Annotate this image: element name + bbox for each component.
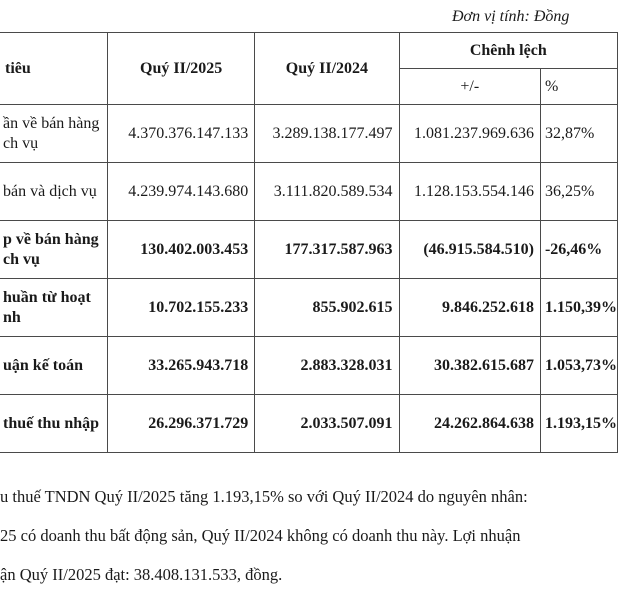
- row-label: huần từ hoạt nh: [0, 279, 108, 337]
- cell-pct: 1.053,73%: [540, 337, 617, 395]
- cell-q2-2024: 177.317.587.963: [255, 221, 399, 279]
- cell-diff: 30.382.615.687: [399, 337, 540, 395]
- header-q2-2025: Quý II/2025: [108, 33, 255, 105]
- cell-diff: 9.846.252.618: [399, 279, 540, 337]
- table-row: [0, 279, 618, 337]
- cell-diff: (46.915.584.510): [399, 221, 540, 279]
- cell-q2-2024: 2.883.328.031: [255, 337, 399, 395]
- row-label: thuế thu nhập: [0, 395, 108, 453]
- row-label: p về bán hàng ch vụ: [0, 221, 108, 279]
- cell-q2-2025: 26.296.371.729: [108, 395, 255, 453]
- paragraph-line-3: ận Quý II/2025 đạt: 38.408.131.533, đồng.: [0, 565, 283, 584]
- table-row: [0, 337, 618, 395]
- header-diff-pct: %: [540, 69, 617, 105]
- header-indicator: tiêu: [0, 33, 108, 105]
- cell-q2-2025: 4.370.376.147.133: [108, 105, 255, 163]
- cell-pct: -26,46%: [540, 221, 617, 279]
- cell-q2-2024: 3.111.820.589.534: [255, 163, 399, 221]
- cell-pct: 1.193,15%: [540, 395, 617, 453]
- table-row: [0, 163, 618, 221]
- row-label: uận kế toán: [0, 337, 108, 395]
- table-row: [0, 221, 618, 279]
- cell-pct: 32,87%: [540, 105, 617, 163]
- table-header-row: [0, 33, 618, 69]
- cell-q2-2024: 3.289.138.177.497: [255, 105, 399, 163]
- row-label: ần về bán hàng ch vụ: [0, 105, 108, 163]
- table-row: [0, 395, 618, 453]
- cell-pct: 36,25%: [540, 163, 617, 221]
- header-q2-2024: Quý II/2024: [255, 33, 399, 105]
- cell-q2-2024: 2.033.507.091: [255, 395, 399, 453]
- table-row: [0, 105, 618, 163]
- paragraph-line-1: u thuế TNDN Quý II/2025 tăng 1.193,15% so với Quý II/2024 do nguyên nhân:: [0, 487, 528, 506]
- paragraph-line-2: 25 có doanh thu bất động sản, Quý II/2024 không có doanh thu này. Lợi nhuận: [0, 526, 521, 545]
- header-difference: Chênh lệch: [399, 33, 617, 69]
- row-label: bán và dịch vụ: [0, 163, 108, 221]
- financial-table: [0, 32, 618, 453]
- header-diff-abs: +/-: [399, 69, 540, 105]
- cell-q2-2025: 130.402.003.453: [108, 221, 255, 279]
- unit-label: Đơn vị tính: Đồng: [452, 8, 570, 25]
- cell-q2-2025: 4.239.974.143.680: [108, 163, 255, 221]
- cell-diff: 24.262.864.638: [399, 395, 540, 453]
- cell-diff: 1.128.153.554.146: [399, 163, 540, 221]
- cell-q2-2024: 855.902.615: [255, 279, 399, 337]
- cell-diff: 1.081.237.969.636: [399, 105, 540, 163]
- cell-pct: 1.150,39%: [540, 279, 617, 337]
- cell-q2-2025: 10.702.155.233: [108, 279, 255, 337]
- cell-q2-2025: 33.265.943.718: [108, 337, 255, 395]
